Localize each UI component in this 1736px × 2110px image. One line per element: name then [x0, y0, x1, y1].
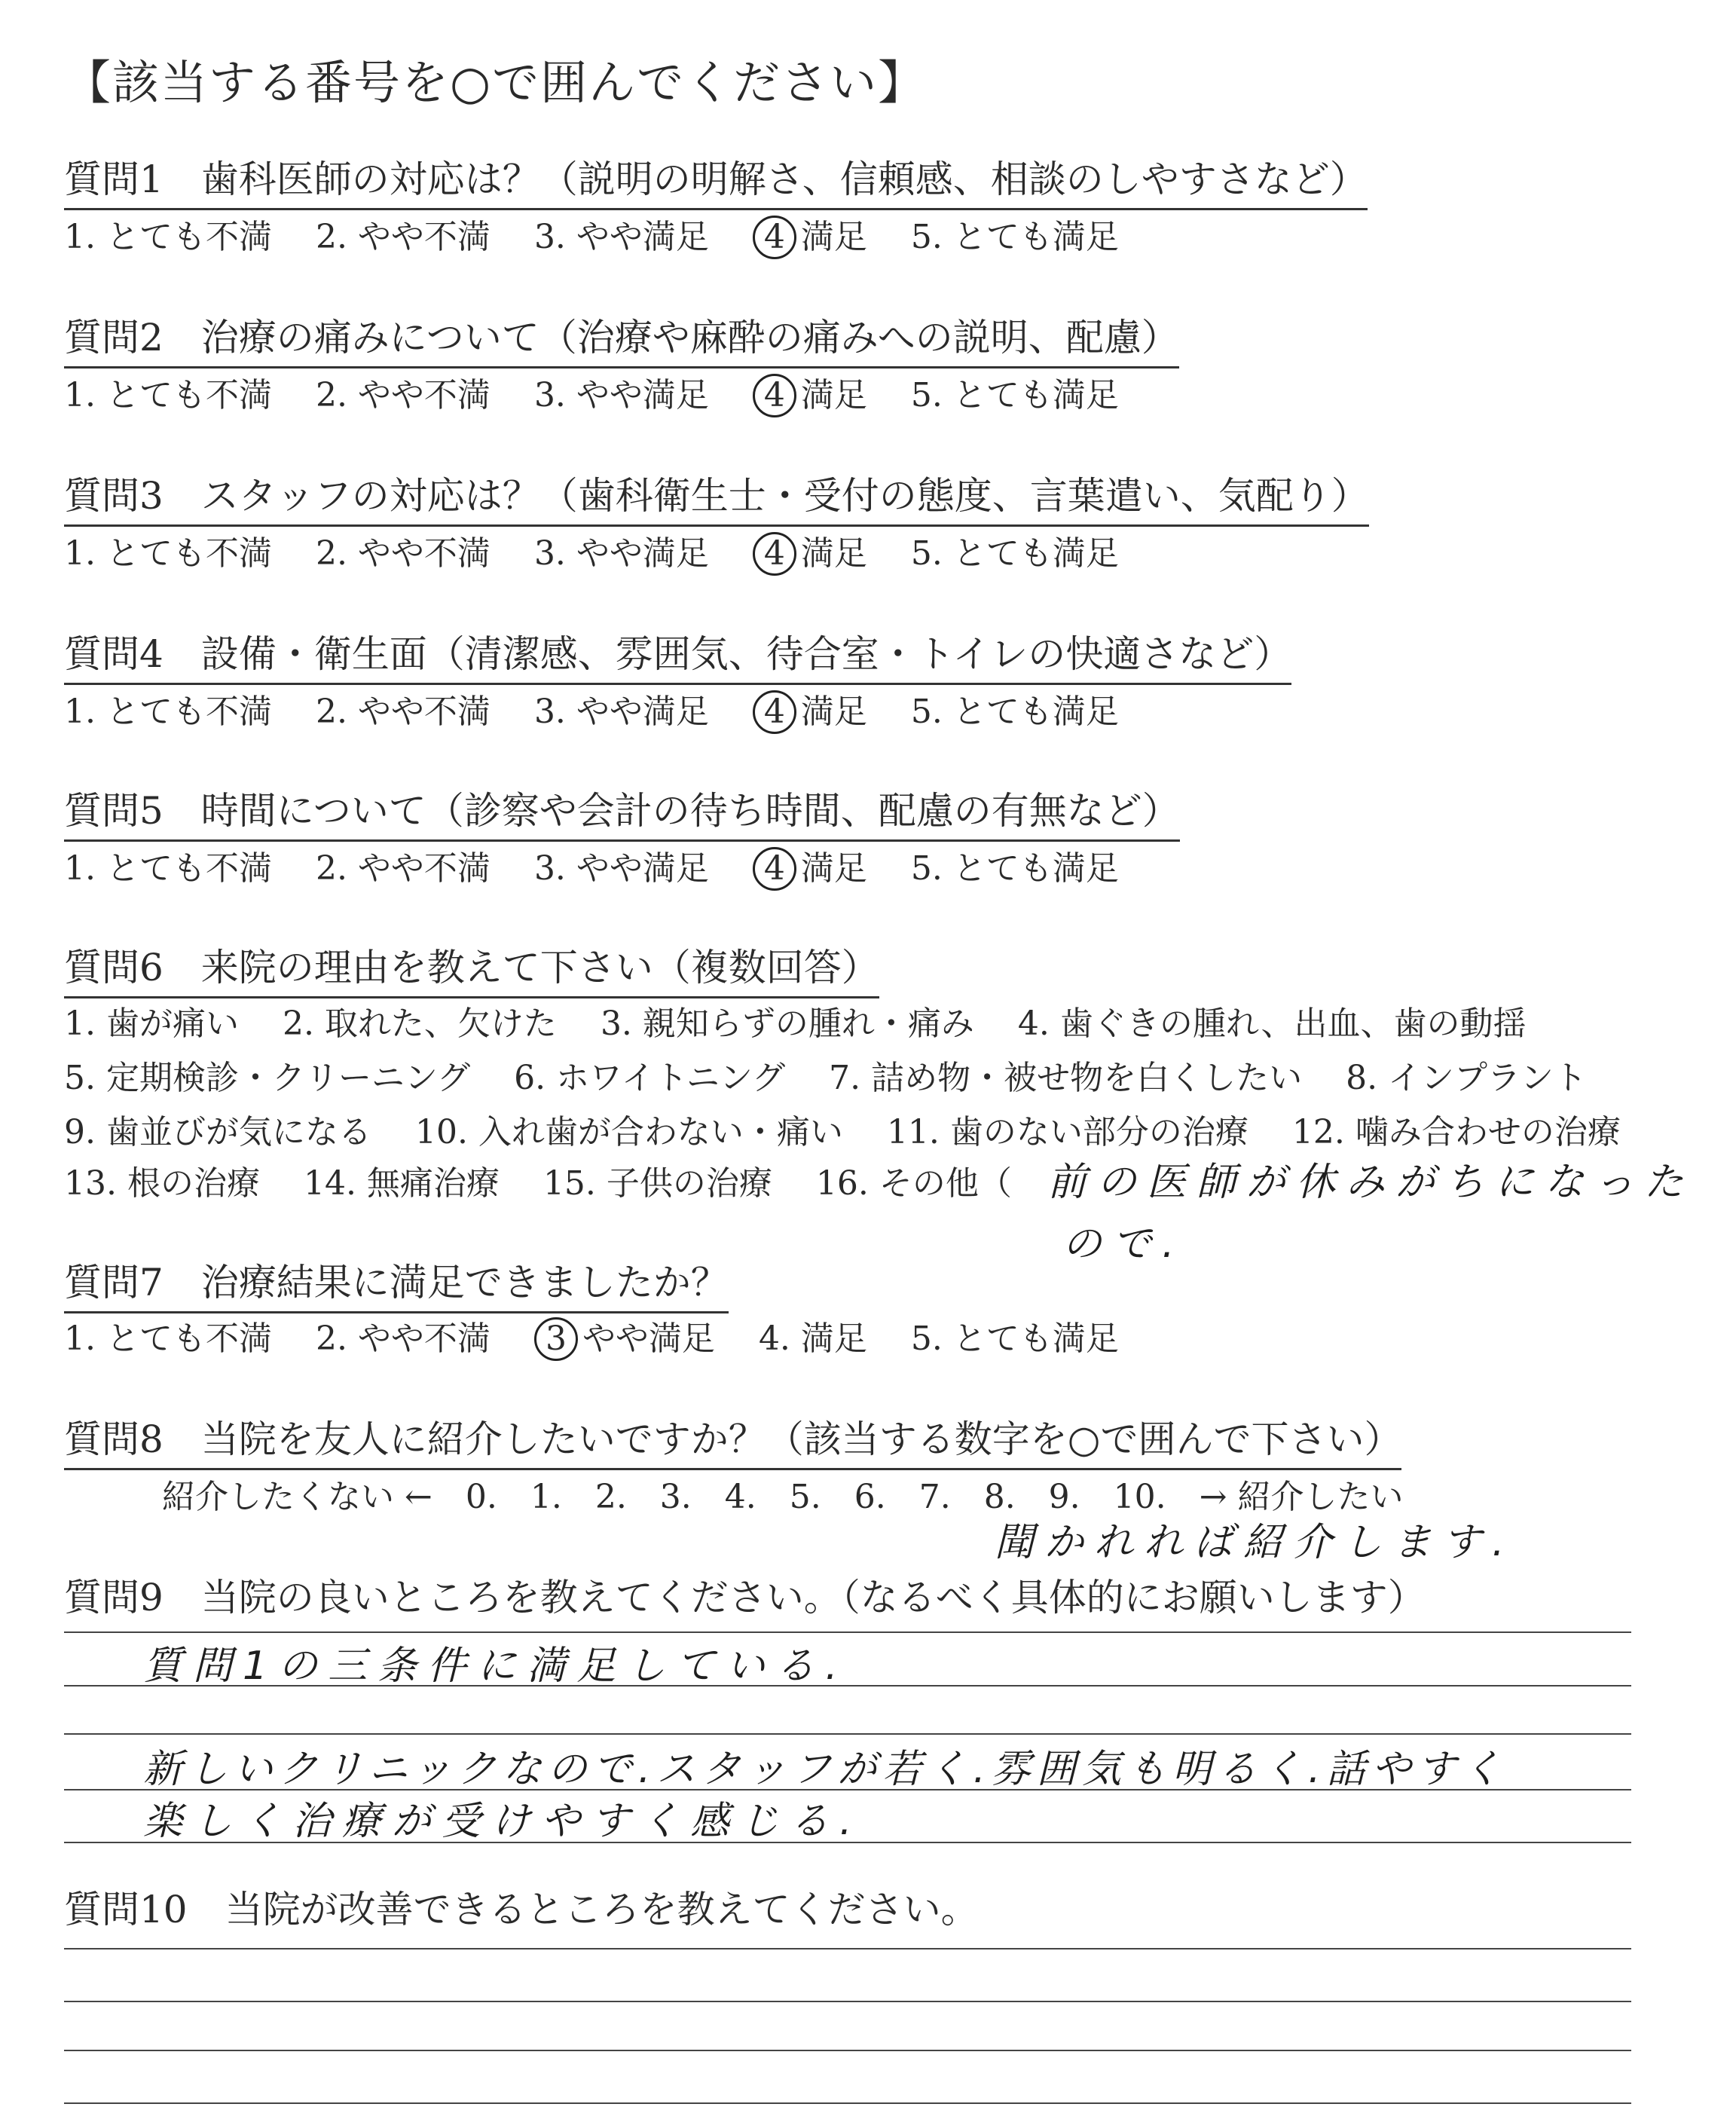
- q6-row-4[interactable]: [64, 1156, 1045, 1204]
- q6-option-15[interactable]: 15. 子供の治療: [542, 1164, 772, 1203]
- q7-option-3-circled[interactable]: [534, 1311, 715, 1361]
- answer-line: [64, 1733, 1631, 1735]
- question-4-title: 質問4 設備・衛生面（清潔感、雰囲気、待合室・トイレの快適さなど）: [64, 624, 1291, 685]
- q5-option-2[interactable]: 2. やや不満: [315, 849, 491, 888]
- question-3-options[interactable]: [64, 526, 1152, 576]
- answer-line: [64, 1842, 1631, 1843]
- q3-option-5[interactable]: 5. とても満足: [910, 534, 1119, 573]
- q6-option-14[interactable]: 14. 無痛治療: [303, 1164, 500, 1203]
- q1-option-4-circled[interactable]: [753, 209, 867, 259]
- q4-option-5[interactable]: 5. とても満足: [910, 693, 1119, 731]
- q6-option-10[interactable]: 10. 入れ歯が合わない・痛い: [414, 1113, 843, 1151]
- q2-option-5[interactable]: 5. とても満足: [910, 376, 1119, 414]
- q4-option-4-circled[interactable]: [753, 684, 867, 734]
- q7-option-5[interactable]: 5. とても満足: [910, 1320, 1119, 1358]
- question-1-options[interactable]: [64, 209, 1152, 259]
- q6-option-5[interactable]: 5. 定期検診・クリーニング: [64, 1059, 471, 1097]
- q7-option-4[interactable]: 4. 満足: [758, 1320, 867, 1358]
- question-8-title: 質問8 当院を友人に紹介したいですか？（該当する数字を○で囲んで下さい）: [64, 1409, 1401, 1470]
- page-title: 【該当する番号を○で囲んでください】: [64, 55, 927, 110]
- circle-mark: 4: [753, 532, 796, 576]
- q1-option-1[interactable]: 1. とても不満: [64, 218, 272, 256]
- q4-option-1[interactable]: 1. とても不満: [64, 693, 272, 731]
- q7-option-2[interactable]: 2. やや不満: [315, 1320, 491, 1358]
- q1-option-2[interactable]: 2. やや不満: [315, 218, 491, 256]
- question-1-title: 質問1 歯科医師の対応は？（説明の明解さ、信頼感、相談のしやすさなど）: [64, 149, 1368, 210]
- q6-other-handwritten-line-1: 前の医師が休みがちになった: [1047, 1160, 1695, 1205]
- q9-handwritten-line-3: 楽しく治療が受けやすく感じる.: [143, 1799, 863, 1844]
- question-7-title: 質問7 治療結果に満足できましたか？: [64, 1252, 729, 1313]
- answer-line: [64, 1948, 1631, 1949]
- q1-option-5[interactable]: 5. とても満足: [910, 218, 1119, 256]
- q3-option-4-circled[interactable]: [753, 526, 867, 576]
- q4-option-4-label: 満足: [800, 693, 867, 731]
- question-7-options[interactable]: [64, 1311, 1152, 1361]
- q6-option-13[interactable]: 13. 根の治療: [64, 1164, 260, 1203]
- q6-option-11[interactable]: 11. 歯のない部分の治療: [886, 1113, 1249, 1151]
- q1-option-4-label: 満足: [800, 218, 867, 256]
- answer-line: [64, 2102, 1631, 2104]
- q6-row-1[interactable]: [64, 996, 1560, 1044]
- question-5-title: 質問5 時間について（診察や会計の待ち時間、配慮の有無など）: [64, 781, 1180, 842]
- q2-option-4-circled[interactable]: [753, 368, 867, 417]
- q6-option-8[interactable]: 8. インプラント: [1346, 1059, 1588, 1097]
- q8-scale-numbers[interactable]: 0. 1. 2. 3. 4. 5. 6. 7. 8. 9. 10.: [465, 1478, 1166, 1516]
- question-10-title: 質問10 当院が改善できるところを教えてください。: [64, 1888, 979, 1931]
- q6-row-3[interactable]: [64, 1105, 1654, 1153]
- question-2-options[interactable]: [64, 368, 1152, 417]
- q6-other-handwritten-line-2: ので.: [1062, 1222, 1185, 1267]
- q9-handwritten-line-2: 新しいクリニックなので.スタッフが若く.雰囲気も明るく.話やすく: [143, 1747, 1508, 1792]
- question-3-title: 質問3 スタッフの対応は？（歯科衛生士・受付の態度、言葉遣い、気配り）: [64, 466, 1369, 527]
- question-5-options[interactable]: [64, 841, 1152, 891]
- q8-handwritten-note: 聞かれれば紹介します.: [995, 1520, 1515, 1565]
- circle-mark: 4: [753, 690, 796, 734]
- q5-option-3[interactable]: 3. やや満足: [533, 849, 709, 888]
- q8-scale-right-label: → 紹介したい: [1199, 1478, 1404, 1516]
- circle-mark: 4: [753, 847, 796, 891]
- q7-option-1[interactable]: 1. とても不満: [64, 1320, 272, 1358]
- answer-line: [64, 2001, 1631, 2002]
- question-9-title: 質問9 当院の良いところを教えてください。（なるべく具体的にお願いします）: [64, 1576, 1426, 1619]
- q6-option-4[interactable]: 4. 歯ぐきの腫れ、出血、歯の動揺: [1017, 1005, 1527, 1043]
- q6-option-9[interactable]: 9. 歯並びが気になる: [64, 1113, 371, 1151]
- answer-line: [64, 1685, 1631, 1686]
- q5-option-1[interactable]: 1. とても不満: [64, 849, 272, 888]
- q7-option-3-label: やや満足: [582, 1320, 715, 1358]
- q6-row-2[interactable]: [64, 1050, 1620, 1099]
- q9-handwritten-line-1: 質問1の三条件に満足している.: [143, 1644, 848, 1689]
- q2-option-1[interactable]: 1. とても不満: [64, 376, 272, 414]
- q4-option-2[interactable]: 2. やや不満: [315, 693, 491, 731]
- q3-option-3[interactable]: 3. やや満足: [533, 534, 709, 573]
- q3-option-1[interactable]: 1. とても不満: [64, 534, 272, 573]
- q8-scale-left-label: 紹介したくない ←: [162, 1478, 432, 1516]
- q6-option-1[interactable]: 1. 歯が痛い: [64, 1005, 239, 1043]
- question-6-title: 質問6 来院の理由を教えて下さい（複数回答）: [64, 937, 879, 998]
- q5-option-5[interactable]: 5. とても満足: [910, 849, 1119, 888]
- q3-option-4-label: 満足: [800, 534, 867, 573]
- circle-mark: 4: [753, 216, 796, 259]
- question-4-options[interactable]: [64, 684, 1152, 734]
- q5-option-4-circled[interactable]: [753, 841, 867, 891]
- q6-option-16[interactable]: 16. その他（: [815, 1164, 1012, 1203]
- question-2-title: 質問2 治療の痛みについて（治療や麻酔の痛みへの説明、配慮）: [64, 307, 1179, 368]
- q2-option-4-label: 満足: [800, 376, 867, 414]
- q3-option-2[interactable]: 2. やや不満: [315, 534, 491, 573]
- circle-mark: 3: [534, 1317, 578, 1361]
- q2-option-2[interactable]: 2. やや不満: [315, 376, 491, 414]
- answer-line: [64, 2050, 1631, 2051]
- q6-option-7[interactable]: 7. 詰め物・被せ物を白くしたい: [829, 1059, 1303, 1097]
- q6-option-2[interactable]: 2. 取れた、欠けた: [282, 1005, 557, 1043]
- circle-mark: 4: [753, 374, 796, 417]
- q1-option-3[interactable]: 3. やや満足: [533, 218, 709, 256]
- q2-option-3[interactable]: 3. やや満足: [533, 376, 709, 414]
- q5-option-4-label: 満足: [800, 849, 867, 888]
- q6-option-12[interactable]: 12. 噛み合わせの治療: [1291, 1113, 1621, 1151]
- q4-option-3[interactable]: 3. やや満足: [533, 693, 709, 731]
- q6-option-6[interactable]: 6. ホワイトニング: [514, 1059, 786, 1097]
- answer-line: [64, 1631, 1631, 1633]
- q6-option-3[interactable]: 3. 親知らずの腫れ・痛み: [600, 1005, 974, 1043]
